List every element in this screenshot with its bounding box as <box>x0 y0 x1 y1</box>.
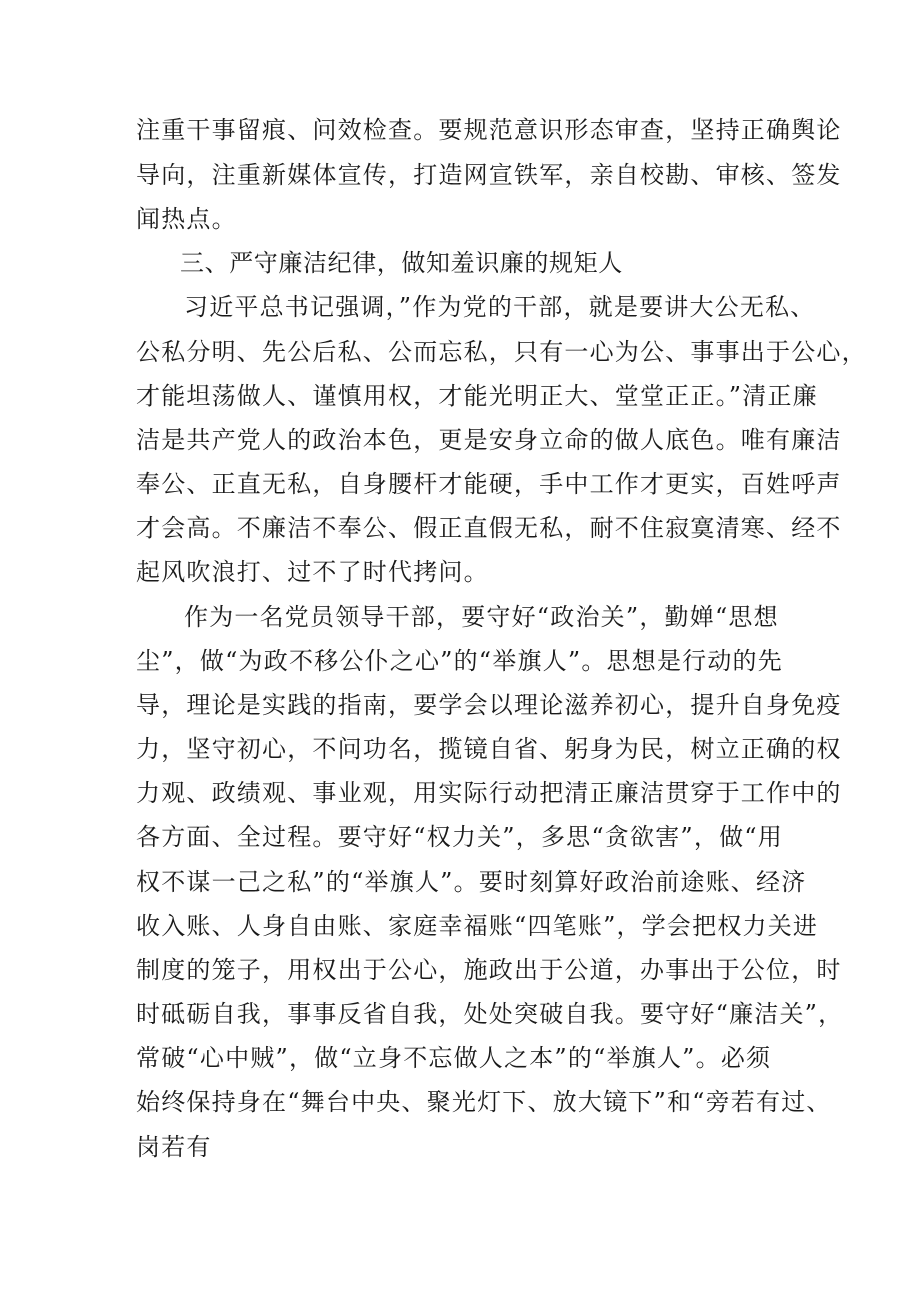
body-text-line: 力，坚守初心，不问功名，揽镜自省、躬身为民，树立正确的权 <box>136 735 842 763</box>
body-text-line: 始终保持身在“舞台中央、聚光灯下、放大镜下”和“旁若有过、 <box>136 1088 832 1116</box>
body-text-line: 各方面、全过程。要守好“权力关”，多思“贪欲害”，做“用 <box>136 823 783 851</box>
body-text-line: 导，理论是实践的指南，要学会以理论滋养初心，提升自身免疫 <box>136 691 842 719</box>
section-heading: 三、严守廉洁纪律，做知羞识廉的规矩人 <box>180 249 623 277</box>
body-text-line: 作为一名党员领导干部，要守好“政治关”，勤婵“思想 <box>184 603 779 631</box>
body-text-line: 力观、政绩观、事业观，用实际行动把清正廉洁贯穿于工作中的 <box>136 779 842 807</box>
body-text-line: 尘”，做“为政不移公仆之心”的“举旗人”。思想是行动的先 <box>136 647 783 675</box>
body-text-line: 洁是共产党人的政治本色，更是安身立命的做人底色。唯有廉洁 <box>136 426 842 454</box>
body-text-line: 习近平总书记强调，”作为党的干部，就是要讲大公无私、 <box>184 293 816 321</box>
body-text-line: 岗若有 <box>136 1133 212 1161</box>
body-text-line: 收入账、人身自由账、家庭幸福账“四笔账”，学会把权力关进 <box>136 912 819 940</box>
body-text-line: 注重干事留痕、问效检查。要规范意识形态审查，坚持正确舆论 <box>136 116 842 144</box>
body-text-line: 制度的笼子，用权出于公心，施政出于公道，办事出于公位，时 <box>136 956 842 984</box>
body-text-line: 公私分明、先公后私、公而忘私，只有一心为公、事事出于公心， <box>136 338 867 366</box>
body-text-line: 权不谋一己之私”的“举旗人”。要时刻算好政治前途账、经济 <box>136 868 807 896</box>
body-text-line: 奉公、正直无私，自身腰杆才能硬，手中工作才更实，百姓呼声 <box>136 470 842 498</box>
body-text-line: 才能坦荡做人、谨慎用权，才能光明正大、堂堂正正。”清正廉 <box>136 382 818 410</box>
body-text-line: 时砥砺自我，事事反省自我，处处突破自我。要守好“廉洁关”， <box>136 1000 844 1028</box>
body-text-line: 起风吹浪打、过不了时代拷问。 <box>136 558 489 586</box>
body-text-line: 常破“心中贼”，做“立身不忘做人之本”的“举旗人”。必须 <box>136 1044 772 1072</box>
body-text-line: 导向，注重新媒体宣传，打造网宣铁军，亲自校勘、审核、签发 <box>136 161 842 189</box>
body-text-line: 闻热点。 <box>136 205 237 233</box>
body-text-line: 才会高。不廉洁不奉公、假正直假无私，耐不住寂寞清寒、经不 <box>136 514 842 542</box>
